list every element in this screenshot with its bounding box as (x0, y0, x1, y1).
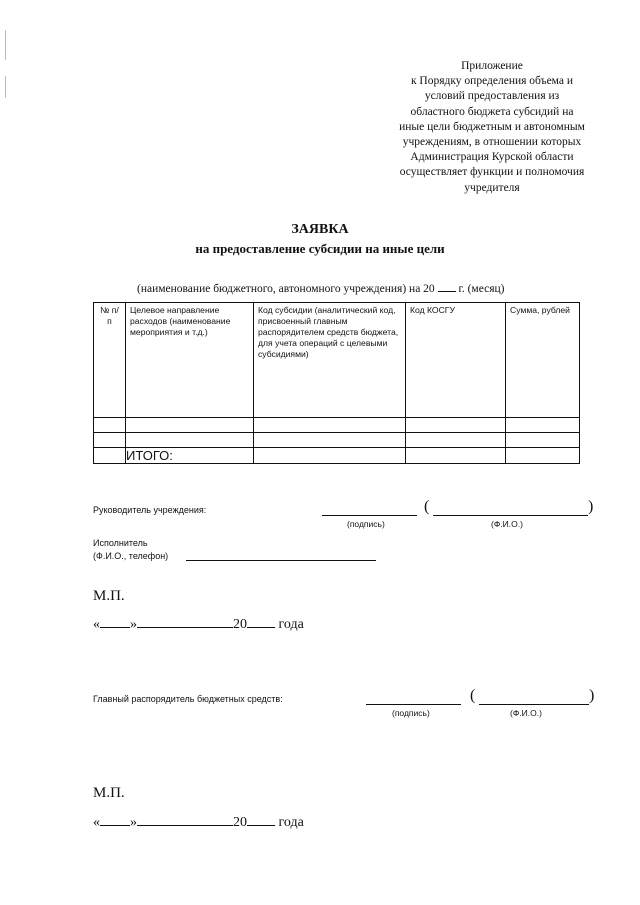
table-cell[interactable] (406, 433, 506, 448)
table-row[interactable] (94, 418, 580, 433)
header-kosgu-code: Код КОСГУ (406, 303, 506, 418)
table-cell[interactable] (406, 418, 506, 433)
scan-mark (5, 76, 6, 98)
close-paren: ) (589, 687, 595, 704)
total-row (94, 448, 580, 464)
table-header-row (94, 303, 580, 418)
quote-close: » (130, 815, 137, 830)
institution-line (137, 281, 504, 295)
total-label: ИТОГО: (126, 448, 254, 464)
chief-label: Главный распорядитель бюджетных средств: (93, 694, 283, 704)
subsidy-table (93, 302, 580, 464)
signature-caption: (подпись) (347, 519, 385, 529)
table-cell[interactable] (126, 433, 254, 448)
document-subtitle: на предоставление субсидии на иные цели (195, 241, 445, 256)
head-fio-line[interactable] (433, 515, 588, 516)
year-suffix: года (278, 617, 304, 632)
header-subsidy-code: Код субсидии (аналитический код, присвоенный главным распорядителем средств бюджета, для учета операций с целевыми субсидиями) (254, 303, 406, 418)
header-amount: Сумма, рублей (506, 303, 580, 418)
scan-mark (5, 30, 6, 60)
month-blank[interactable] (137, 815, 233, 826)
institution-line-prefix: (наименование бюджетного, автономного учреждения) на 20 (137, 283, 435, 295)
appendix-line: осуществляет функции и полномочия (399, 166, 585, 179)
table-cell[interactable] (406, 448, 506, 464)
appendix-line: учредителя (464, 181, 520, 194)
day-blank[interactable] (100, 815, 130, 826)
table-cell[interactable] (94, 433, 126, 448)
year-blank[interactable] (247, 815, 275, 826)
year-blank[interactable] (438, 281, 456, 292)
appendix-line: учреждениям, в отношении которых (402, 136, 582, 149)
chief-fio-line[interactable] (479, 704, 589, 705)
stamp-label: М.П. (93, 785, 125, 801)
year-prefix: 20 (233, 617, 247, 632)
header-number: № п/п (94, 303, 126, 418)
fio-caption: (Ф.И.О.) (491, 519, 523, 529)
executor-label-detail: (Ф.И.О., телефон) (93, 551, 169, 561)
table-row[interactable] (94, 433, 580, 448)
open-paren: ( (470, 687, 476, 704)
table-cell[interactable] (126, 418, 254, 433)
date-field (93, 815, 304, 831)
close-paren: ) (588, 498, 594, 515)
table-cell[interactable] (506, 418, 580, 433)
appendix-line: Администрация Курской области (410, 151, 574, 164)
table-cell[interactable] (94, 418, 126, 433)
year-suffix: года (278, 815, 304, 830)
appendix-line: Приложение (461, 60, 523, 72)
month-blank[interactable] (137, 617, 233, 628)
document-title: ЗАЯВКА (291, 222, 349, 237)
table-cell (94, 448, 126, 464)
executor-line[interactable] (186, 560, 376, 561)
appendix-line: к Порядку определения объема и (410, 75, 574, 88)
stamp-label: М.П. (93, 588, 125, 604)
quote-open: « (93, 815, 100, 830)
signature-caption: (подпись) (392, 708, 430, 718)
table-cell[interactable] (254, 418, 406, 433)
chief-signature-line[interactable] (366, 704, 461, 705)
quote-open: « (93, 617, 100, 632)
quote-close: » (130, 617, 137, 632)
appendix-line: условий предоставления из (424, 90, 560, 103)
day-blank[interactable] (100, 617, 130, 628)
table-cell[interactable] (254, 448, 406, 464)
total-amount-cell[interactable] (506, 448, 580, 464)
year-blank[interactable] (247, 617, 275, 628)
appendix-line: областного бюджета субсидий на (410, 105, 574, 118)
open-paren: ( (424, 498, 430, 515)
head-signature-line[interactable] (322, 515, 417, 516)
table-cell[interactable] (506, 433, 580, 448)
head-label: Руководитель учреждения: (93, 505, 207, 515)
fio-caption: (Ф.И.О.) (510, 708, 542, 718)
institution-line-suffix: г. (месяц) (458, 283, 505, 295)
date-field (93, 617, 304, 633)
year-prefix: 20 (233, 815, 247, 830)
appendix-line: иные цели бюджетным и автономным (399, 120, 585, 133)
table-cell[interactable] (254, 433, 406, 448)
executor-label: Исполнитель (93, 538, 148, 548)
header-direction: Целевое направление расходов (наименование мероприятия и т.д.) (126, 303, 254, 418)
appendix-note (372, 59, 612, 196)
